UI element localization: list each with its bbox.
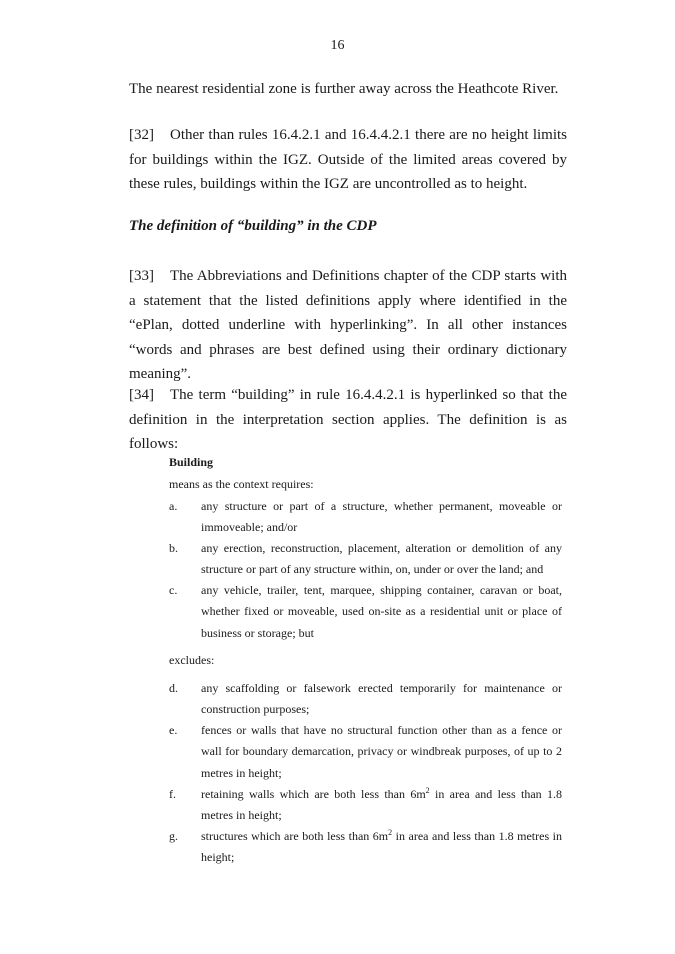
paragraph-32 xyxy=(129,123,567,197)
definition-item-a xyxy=(169,496,562,539)
item-text xyxy=(201,784,562,827)
item-letter: b. xyxy=(169,541,178,555)
definition-item-e xyxy=(169,720,562,784)
item-text: any vehicle, trailer, tent, marquee, shipping container, caravan or boat, whether fixed or moveable, used on-site as a residential unit or place of business or storage; but xyxy=(201,583,562,640)
section-heading: The definition of “building” in the CDP xyxy=(129,218,377,234)
item-text: any scaffolding or falsework erected temporarily for maintenance or construction purposes; xyxy=(201,681,562,717)
item-letter: d. xyxy=(169,681,178,695)
paragraph-text: The term “building” in rule 16.4.4.2.1 is hyperlinked so that the definition in the interpretation section applies. The definition is as follows: xyxy=(129,387,567,452)
item-letter: a. xyxy=(169,499,178,513)
definition-item-c xyxy=(169,580,562,644)
paragraph-text: The Abbreviations and Definitions chapter of the CDP starts with a statement that the listed definitions apply where identified in the “ePlan, dotted underline with hyperlinking”. In all other instances “words and phrases are best defined using their ordinary dictionary meaning”. xyxy=(129,268,567,382)
paragraph-number: [33] xyxy=(129,268,154,284)
item-text-part: in area and less than 1.8 metres in height; xyxy=(201,787,562,823)
paragraph-number: [34] xyxy=(129,387,154,403)
definition-intro: means as the context requires: xyxy=(169,477,314,491)
superscript: 2 xyxy=(388,828,393,837)
item-letter: c. xyxy=(169,583,178,597)
item-text: any erection, reconstruction, placement, alteration or demolition of any structure or part of any structure within, on, under or over the land; and xyxy=(201,541,562,577)
item-text-part: structures which are both less than 6m xyxy=(201,829,389,843)
definition-term: Building xyxy=(169,455,214,469)
definition-item-d xyxy=(169,678,562,721)
item-letter: g. xyxy=(169,829,178,843)
item-letter: f. xyxy=(169,787,176,801)
item-text-part: retaining walls which are both less than 6m xyxy=(201,787,426,801)
paragraph-33 xyxy=(129,264,567,387)
item-letter: e. xyxy=(169,723,178,737)
page-number: 16 xyxy=(330,38,345,53)
definition-item-f xyxy=(169,784,562,827)
definition-item-b xyxy=(169,538,562,581)
paragraph-text: Other than rules 16.4.2.1 and 16.4.4.2.1 there are no height limits for buildings within the IGZ. Outside of the limited areas covered by these rules, buildings within the IGZ are uncontrolled as to height. xyxy=(129,127,567,192)
definition-item-g xyxy=(169,826,562,869)
paragraph-34 xyxy=(129,383,567,457)
item-text-part: in area and less than 1.8 metres in height; xyxy=(201,829,562,865)
definition-excludes-label: excludes: xyxy=(169,653,215,667)
item-text: any structure or part of a structure, whether permanent, moveable or immoveable; and/or xyxy=(201,499,562,535)
intro-line: The nearest residential zone is further away across the Heathcote River. xyxy=(129,81,559,97)
paragraph-number: [32] xyxy=(129,127,154,143)
superscript: 2 xyxy=(425,786,430,795)
item-text: fences or walls that have no structural function other than as a fence or wall for boundary demarcation, privacy or windbreak purposes, of up to 2 metres in height; xyxy=(201,723,562,780)
item-text xyxy=(201,826,562,869)
